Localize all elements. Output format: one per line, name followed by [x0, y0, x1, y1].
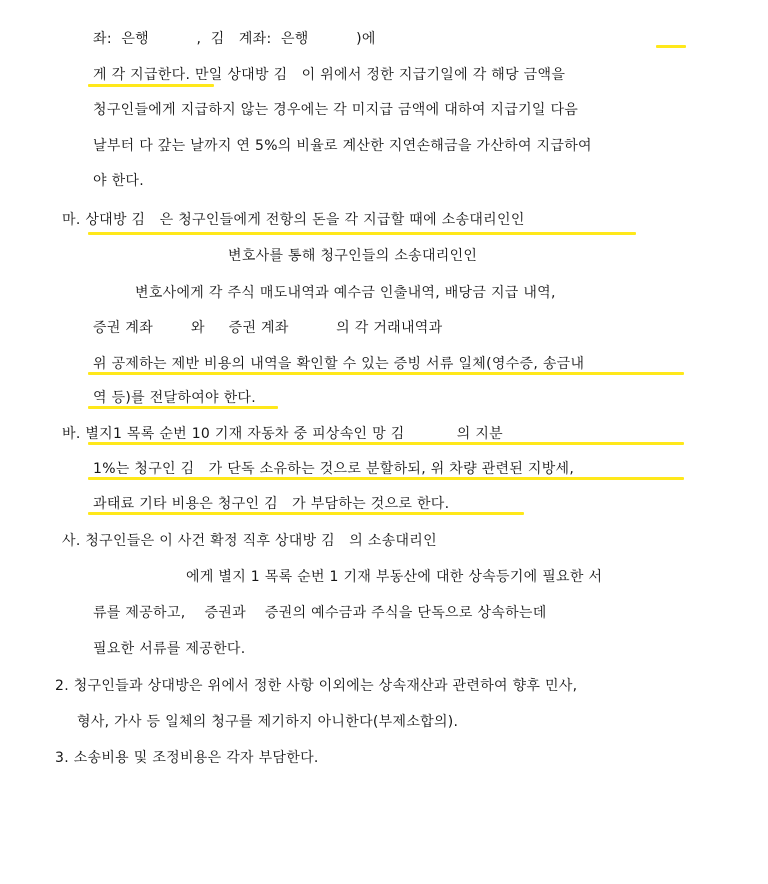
doc-line: 좌: 은행 , 김 계좌: 은행 )에: [93, 31, 376, 47]
doc-line: 1%는 청구인 김 가 단독 소유하는 것으로 분할하되, 위 차량 관련된 지방세,: [93, 461, 575, 477]
doc-line: 야 한다.: [93, 173, 144, 189]
doc-line: 게 각 지급한다. 만일 상대방 김 이 위에서 정한 지급기일에 각 해당 금액을: [93, 67, 566, 83]
doc-line: 2. 청구인들과 상대방은 위에서 정한 사항 이외에는 상속재산과 관련하여 향후 민사,: [55, 678, 578, 694]
doc-line: 증권 계좌 와 증권 계좌 의 각 거래내역과: [93, 320, 443, 336]
doc-line: 사. 청구인들은 이 사건 확정 직후 상대방 김 의 소송대리인: [62, 533, 437, 549]
doc-line: 변호사에게 각 주식 매도내역과 예수금 인출내역, 배당금 지급 내역,: [135, 285, 556, 301]
doc-line: 필요한 서류를 제공한다.: [93, 641, 246, 657]
doc-line: 날부터 다 갚는 날까지 연 5%의 비율로 계산한 지연손해금을 가산하여 지급하여: [93, 138, 592, 154]
doc-line: 류를 제공하고, 증권과 증권의 예수금과 주식을 단독으로 상속하는데: [93, 605, 547, 621]
doc-line: 형사, 가사 등 일체의 청구를 제기하지 아니한다(부제소합의).: [77, 714, 459, 730]
doc-line: 과태료 기타 비용은 청구인 김 가 부담하는 것으로 한다.: [93, 496, 450, 512]
doc-line: 변호사를 통해 청구인들의 소송대리인인: [228, 248, 478, 264]
doc-line: 에게 별지 1 목록 순번 1 기재 부동산에 대한 상속등기에 필요한 서: [186, 569, 603, 585]
doc-line: 위 공제하는 제반 비용의 내역을 확인할 수 있는 증빙 서류 일체(영수증, 송금내: [93, 356, 585, 372]
doc-line: 역 등)를 전달하여야 한다.: [93, 390, 257, 406]
highlight-1: [656, 45, 686, 48]
doc-line: 바. 별지1 목록 순번 10 기재 자동차 중 피상속인 망 김 의 지분: [62, 426, 504, 442]
doc-line: 청구인들에게 지급하지 않는 경우에는 각 미지급 금액에 대하여 지급기일 다음: [93, 102, 579, 118]
highlight-3: [88, 232, 636, 235]
doc-line: 3. 소송비용 및 조정비용은 각자 부담한다.: [55, 750, 319, 766]
doc-line: 마. 상대방 김 은 청구인들에게 전항의 돈을 각 지급할 때에 소송대리인인: [62, 212, 525, 228]
